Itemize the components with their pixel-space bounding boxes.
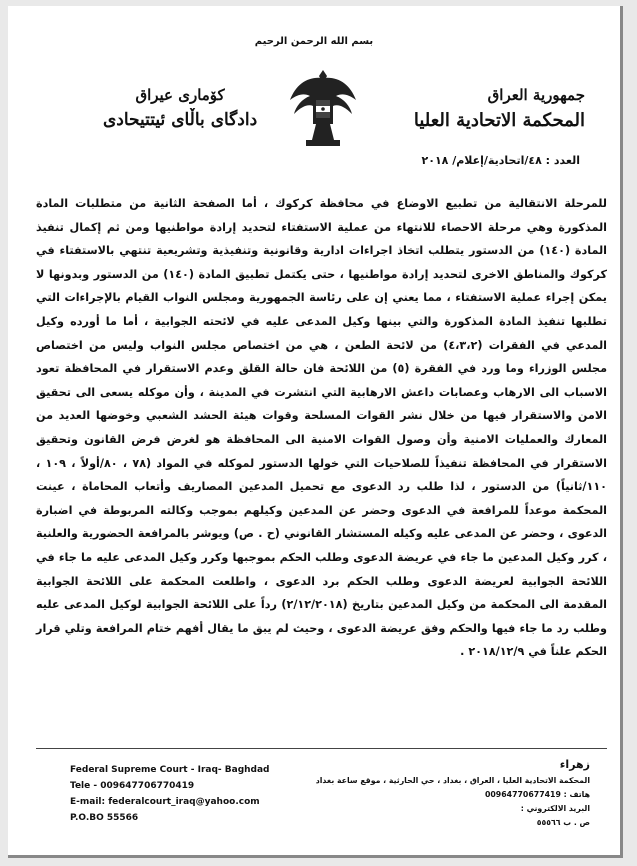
footer-arabic <box>316 756 590 830</box>
footer-pobox: ص . ب ٥٥٥٦٦ <box>536 818 590 827</box>
iraq-eagle-emblem <box>288 66 358 148</box>
court-name-kurdish: دادگای باڵای ئیتتیحادی <box>103 110 258 130</box>
basmala: بسم الله الرحمن الرحيم <box>254 36 374 47</box>
court-header-arabic <box>414 86 585 131</box>
footer-pobox-en: P.O.BO 55566 <box>70 813 139 823</box>
footer-email-en: E-mail: federalcourt_iraq@yahoo.com <box>70 797 260 807</box>
reference-number: العدد : ٤٨/اتحادية/إعلام/ ٢٠١٨ <box>421 154 580 167</box>
footer-initials: زهراء <box>559 758 590 771</box>
document-page <box>8 6 623 858</box>
court-header-kurdish <box>103 86 257 130</box>
footer-court-name-en: Federal Supreme Court - Iraq- Baghdad <box>70 765 270 775</box>
country-name-kurdish: كۆماری عیراق <box>135 86 225 104</box>
document-body <box>36 192 607 664</box>
body-paragraph: للمرحلة الانتقالية من تطبيع الاوضاع في محافظة كركوك ، أما الصفحة الثانية من متطلبات المادة المذكورة وهي مرحلة الاحصاء للانتهاء من عملية الاستفتاء لتحديد إرادة مواطنيها ومن ثم إكمال تنفيذ المادة (١٤٠) من الدستور يتطلب اتخاذ اجراءات ادارية وقانونية وتنفيذية وتشريعية تنتهي بالاستفتاء في كركوك والمناطق الاخرى لتحديد إرادة مواطنيها ، حتى يكتمل تطبيق المادة (١٤٠) من الدستور وبدونها لا يمكن إجراء عملية الاستفتاء ، مما يعني إن على رئاسة الجمهورية ومجلس النواب القيام بالإجراءات التي تطلبها تنفيذ المادة المذكورة والتي بينها وكيل المدعى عليه في لائحته الجوابية ، أما ما أورده وكيل المدعي في الفقرات (٤،٣،٢) من لائحة الطعن ، هي من اختصاص مجلس النواب وليس من اختصاص مجلس الوزراء وما ورد في الفقرة (٥) من اللائحة فان حالة القلق وعدم الاستقرار في المحافظة تعود الاسباب الى الارهاب وعصابات داعش الارهابية التي انتشرت في المدينة ، وأن موكله يسعى الى تحقيق الامن والاستقرار فيها من خلال نشر القوات المسلحة وقوات هيئة الحشد الشعبي وخوضها العديد من المعارك والعمليات الامنية وأن وصول القوات الامنية الى المحافظة هو لغرض فرض القانون وتحقيق الاستقرار في المحافظة تنفيذاً للصلاحيات التي خولها الدستور لموكله في المواد (٧٨ ، ٨٠/أولاً ، ١٠٩ ، ١١٠/ثانياً) من الدستور ، لذا طلب رد الدعوى مع تحميل المدعين المصاريف وأتعاب المحاماة ، عينت المحكمة موعداً للمرافعة في الدعوى وحضر عن المدعين وكيلهم بموجب وكالته المربوطة في اضبارة الدعوى ، وحضر عن المدعى عليه وكيله المستشار القانوني (ح . ص) ويوشر بالمرافعة الحضورية والعلنية ، كرر وكيل المدعين ما جاء في عريضة الدعوى وطلب الحكم بموجبها وكرر وكيل المدعى عليه ما جاء في اللائحة الجوابية لعريضة الدعوى وطلب الحكم برد الدعوى ، واطلعت المحكمة على اللائحة الجوابية المقدمة الى المحكمة من وكيل المدعين بتاريخ (٢/١٢/٢٠١٨) رداً على اللائحة الجوابية لوكيل المدعى عليه وطلب رد ما جاء فيها والحكم وفق عريضة الدعوى ، وحيث لم يبق ما يقال أفهم ختام المرافعة وتلي قرار الحكم علناً في ٢٠١٨/١٢/٩ . <box>36 197 608 659</box>
footer-tele-en: Tele - 009647706770419 <box>70 781 195 791</box>
footer-email-label: البريد الالكتروني : <box>520 804 590 813</box>
country-name: جمهورية العراق <box>487 86 585 104</box>
court-name: المحكمة الاتحادية العليا <box>413 110 585 131</box>
footer-phone: هاتف : 00964770677419 <box>484 790 590 799</box>
footer-address: المحكمة الاتحادية العليا ، العراق ، بغداد ، حي الحارثية ، موقع ساعة بغداد <box>315 776 590 785</box>
footer-english <box>70 762 270 826</box>
footer-separator <box>36 748 607 749</box>
